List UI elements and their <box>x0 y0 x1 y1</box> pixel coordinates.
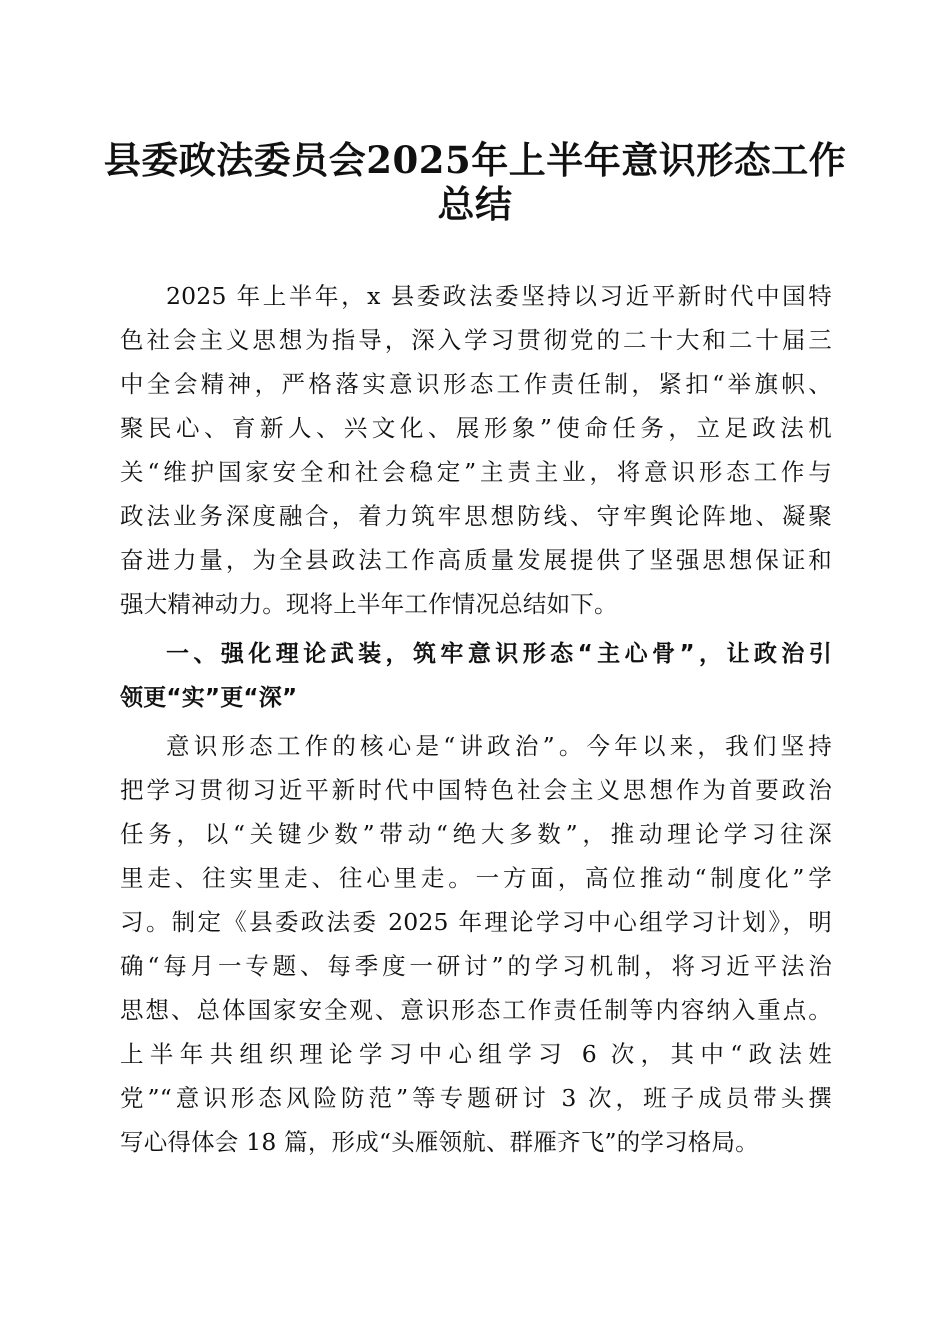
section-1-line-4: 里走、往实里走、往心里走。一方面，高位推动“制度化”学 <box>120 864 832 892</box>
section-1-heading-line-1: 一、强化理论武装，筑牢意识形态“主心骨”，让政治引 <box>166 641 832 667</box>
section-1-line-10: 写心得体会 18 篇，形成“头雁领航、群雁齐飞”的学习格局。 <box>120 1128 759 1156</box>
section-1-line-3: 任务，以“关键少数”带动“绝大多数”，推动理论学习往深 <box>120 820 832 848</box>
section-1-line-2: 把学习贯彻习近平新时代中国特色社会主义思想作为首要政治 <box>120 776 832 804</box>
section-1-line-1: 意识形态工作的核心是“讲政治”。今年以来，我们坚持 <box>166 732 832 760</box>
section-1-line-6: 确“每月一专题、每季度一研讨”的学习机制，将习近平法治 <box>120 952 832 980</box>
intro-line-6: 政法业务深度融合，着力筑牢思想防线、守牢舆论阵地、凝聚 <box>120 502 832 530</box>
section-1-heading-line-2: 领更“实”更“深” <box>120 685 298 711</box>
intro-line-5: 关“维护国家安全和社会稳定”主责主业，将意识形态工作与 <box>120 458 832 486</box>
intro-line-7: 奋进力量，为全县政法工作高质量发展提供了坚强思想保证和 <box>120 546 832 574</box>
intro-line-1: 2025 年上半年，x 县委政法委坚持以习近平新时代中国特 <box>166 282 832 310</box>
section-1-line-5: 习。制定《县委政法委 2025 年理论学习中心组学习计划》，明 <box>120 908 832 936</box>
document-title-line-1: 县委政法委员会2025年上半年意识形态工作 <box>103 138 847 182</box>
section-1-line-9: 党”“意识形态风险防范”等专题研讨 3 次，班子成员带头撰 <box>120 1084 832 1112</box>
intro-line-8: 强大精神动力。现将上半年工作情况总结如下。 <box>120 590 618 618</box>
intro-line-2: 色社会主义思想为指导，深入学习贯彻党的二十大和二十届三 <box>120 326 832 354</box>
section-1-line-8: 上半年共组织理论学习中心组学习 6 次，其中“政法姓 <box>120 1040 832 1068</box>
document-title-line-2: 总结 <box>437 182 513 226</box>
section-1-line-7: 思想、总体国家安全观、意识形态工作责任制等内容纳入重点。 <box>120 996 832 1024</box>
intro-line-4: 聚民心、育新人、兴文化、展形象”使命任务，立足政法机 <box>120 414 832 442</box>
intro-line-3: 中全会精神，严格落实意识形态工作责任制，紧扣“举旗帜、 <box>120 370 832 398</box>
